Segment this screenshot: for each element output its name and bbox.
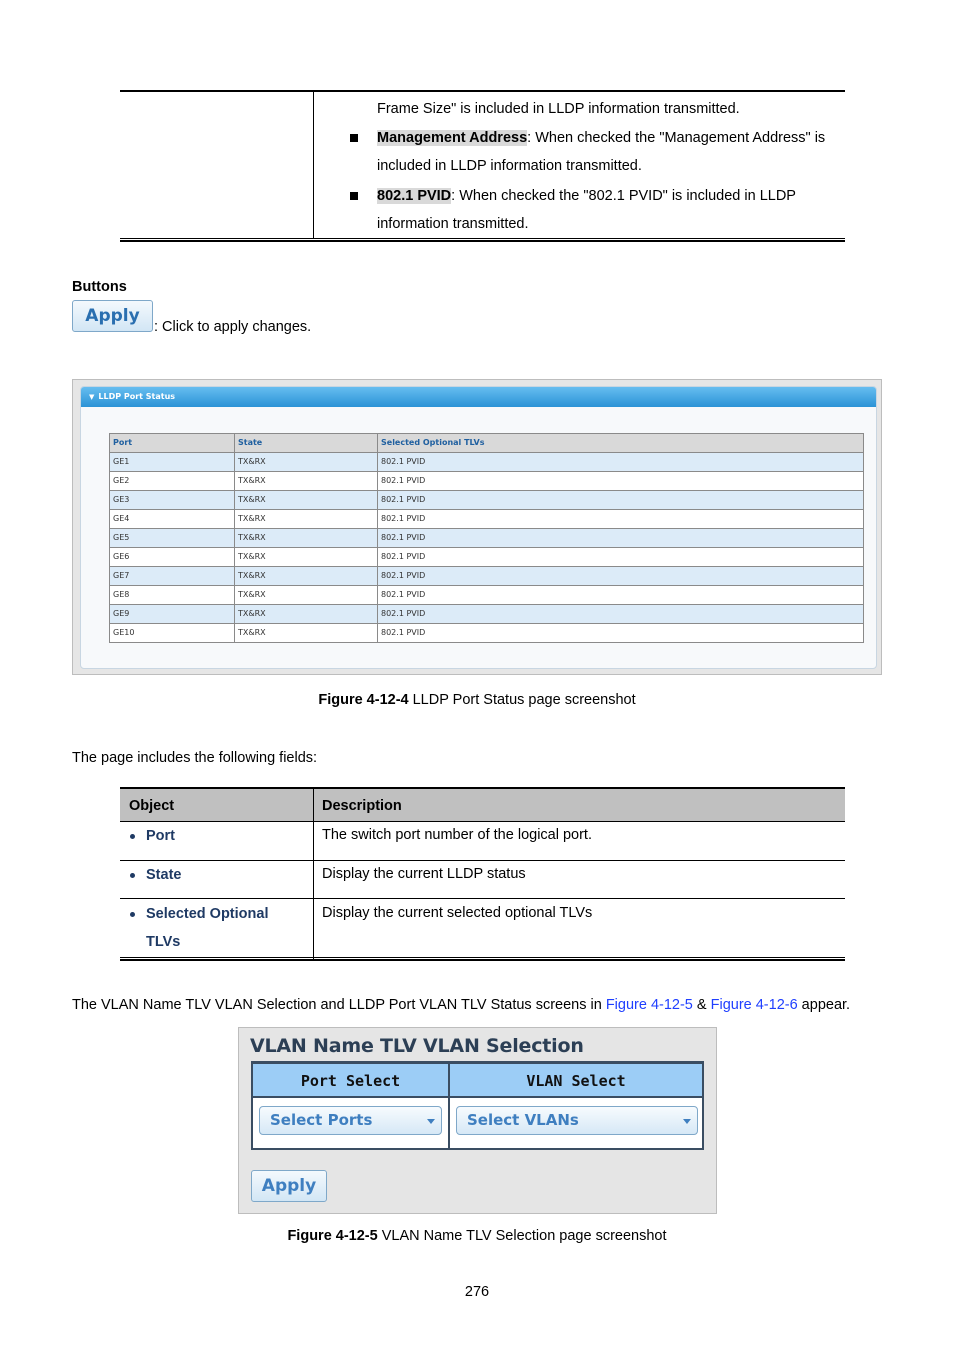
description-port: The switch port number of the logical port.: [322, 827, 592, 843]
cell-state: TX&RX: [235, 605, 378, 624]
cell-state: TX&RX: [235, 491, 378, 510]
object-state: State: [146, 867, 182, 883]
table-bottom-rule: [120, 957, 845, 961]
table-row: [110, 605, 864, 624]
cell-port: GE7: [110, 567, 235, 586]
page-number: 276: [464, 1284, 490, 1300]
description-item-management-address: [377, 129, 825, 147]
description-line: included in LLDP information transmitted.: [377, 158, 642, 174]
apply-button-description: : Click to apply changes.: [154, 319, 312, 335]
table-row: [110, 491, 864, 510]
row-divider: [120, 898, 845, 899]
figure-text: VLAN Name TLV Selection page screenshot: [377, 1228, 667, 1244]
table-row: [110, 624, 864, 643]
cell-tlvs: 802.1 PVID: [378, 472, 864, 491]
description-state: Display the current LLDP status: [322, 866, 526, 882]
row-divider: [120, 860, 845, 861]
paragraph-text: The VLAN Name TLV VLAN Selection and LLDP Port VLAN TLV Status screens in: [72, 997, 606, 1013]
bullet-icon: [130, 834, 135, 839]
object-port: Port: [146, 828, 175, 844]
panel-header[interactable]: [81, 387, 876, 407]
cell-tlvs: 802.1 PVID: [378, 624, 864, 643]
vlan-selection-screenshot: [238, 1027, 717, 1214]
cell-port: GE8: [110, 586, 235, 605]
vlan-select-value: Select VLANs: [467, 1111, 579, 1129]
column-header-port: Port: [110, 434, 235, 453]
cell-port: GE3: [110, 491, 235, 510]
apply-button[interactable]: Apply: [251, 1170, 327, 1202]
cell-port: GE4: [110, 510, 235, 529]
figure-text: LLDP Port Status page screenshot: [408, 692, 636, 708]
buttons-heading: Buttons: [72, 279, 127, 295]
paragraph-text: &: [692, 997, 711, 1013]
chevron-down-icon: [683, 1119, 691, 1124]
cell-port: GE10: [110, 624, 235, 643]
header-object: Object: [129, 798, 175, 814]
description-text: : When checked the "802.1 PVID" is included in LLDP: [451, 188, 796, 204]
figure-label: Figure 4-12-5: [287, 1228, 378, 1244]
table-row: [110, 453, 864, 472]
cell-port: GE6: [110, 548, 235, 567]
bullet-icon: [130, 912, 135, 917]
column-header-vlan-select: VLAN Select: [450, 1064, 702, 1098]
table-bottom-rule: [120, 238, 845, 242]
term-management-address: Management Address: [377, 130, 528, 146]
vlan-paragraph: [72, 997, 850, 1013]
paragraph-text: appear.: [797, 997, 851, 1013]
description-text: : When checked the "Management Address" is: [527, 130, 826, 146]
cell-port: GE5: [110, 529, 235, 548]
fields-table-header: [120, 787, 845, 821]
cell-tlvs: 802.1 PVID: [378, 548, 864, 567]
table-row: [110, 586, 864, 605]
header-description: Description: [322, 798, 402, 814]
cell-state: TX&RX: [235, 453, 378, 472]
table-top-rule: [120, 90, 845, 92]
cell-state: TX&RX: [235, 548, 378, 567]
vlan-selection-title: VLAN Name TLV VLAN Selection: [250, 1035, 584, 1057]
apply-button-sample[interactable]: Apply: [72, 300, 153, 332]
cell-tlvs: 802.1 PVID: [378, 529, 864, 548]
table-row: [110, 510, 864, 529]
cell-tlvs: 802.1 PVID: [378, 567, 864, 586]
fields-intro: The page includes the following fields:: [72, 750, 318, 766]
description-item-pvid: [377, 187, 796, 205]
cell-state: TX&RX: [235, 586, 378, 605]
description-selected-optional-tlvs: Display the current selected optional TLVs: [322, 905, 593, 921]
column-divider: [448, 1064, 450, 1148]
column-divider: [313, 92, 314, 239]
row-divider: [120, 821, 845, 822]
cell-port: GE9: [110, 605, 235, 624]
description-line: Frame Size" is included in LLDP information transmitted.: [377, 101, 740, 117]
description-table-continuation: [120, 90, 845, 242]
column-header-state: State: [235, 434, 378, 453]
column-header-tlvs: Selected Optional TLVs: [378, 434, 864, 453]
object-selected-optional-tlvs-line2: TLVs: [146, 934, 181, 950]
panel-title: LLDP Port Status: [98, 392, 176, 401]
term-pvid: 802.1 PVID: [377, 188, 452, 204]
cell-state: TX&RX: [235, 529, 378, 548]
cell-port: GE1: [110, 453, 235, 472]
port-select-dropdown[interactable]: [259, 1106, 442, 1135]
lldp-port-status-panel: [80, 386, 877, 669]
cell-tlvs: 802.1 PVID: [378, 510, 864, 529]
cell-tlvs: 802.1 PVID: [378, 605, 864, 624]
link-figure-4-12-6[interactable]: Figure 4-12-6: [710, 997, 798, 1013]
table-row: [110, 567, 864, 586]
cell-state: TX&RX: [235, 567, 378, 586]
table-row: [110, 548, 864, 567]
figure-caption-4-12-5: [0, 1228, 954, 1244]
bullet-icon: [130, 873, 135, 878]
vlan-select-dropdown[interactable]: [456, 1106, 698, 1135]
port-select-value: Select Ports: [270, 1111, 373, 1129]
chevron-down-icon: [427, 1119, 435, 1124]
vlan-selection-table: [251, 1061, 704, 1150]
table-row: [110, 472, 864, 491]
object-selected-optional-tlvs: Selected Optional: [146, 906, 269, 922]
lldp-port-status-screenshot: [72, 379, 882, 675]
table-header-row: [110, 434, 864, 453]
figure-caption-4-12-4: [0, 692, 954, 708]
link-figure-4-12-5[interactable]: Figure 4-12-5: [605, 997, 693, 1013]
cell-state: TX&RX: [235, 472, 378, 491]
column-header-port-select: Port Select: [253, 1064, 448, 1098]
collapse-triangle-icon[interactable]: ▼: [89, 393, 95, 401]
cell-tlvs: 802.1 PVID: [378, 586, 864, 605]
cell-state: TX&RX: [235, 624, 378, 643]
square-bullet-icon: [350, 134, 358, 142]
table-row: [110, 529, 864, 548]
cell-tlvs: 802.1 PVID: [378, 491, 864, 510]
description-line: information transmitted.: [377, 216, 529, 232]
square-bullet-icon: [350, 192, 358, 200]
figure-label: Figure 4-12-4: [318, 692, 409, 708]
cell-tlvs: 802.1 PVID: [378, 453, 864, 472]
lldp-port-status-table: [109, 433, 864, 643]
cell-port: GE2: [110, 472, 235, 491]
cell-state: TX&RX: [235, 510, 378, 529]
column-divider: [313, 789, 314, 959]
